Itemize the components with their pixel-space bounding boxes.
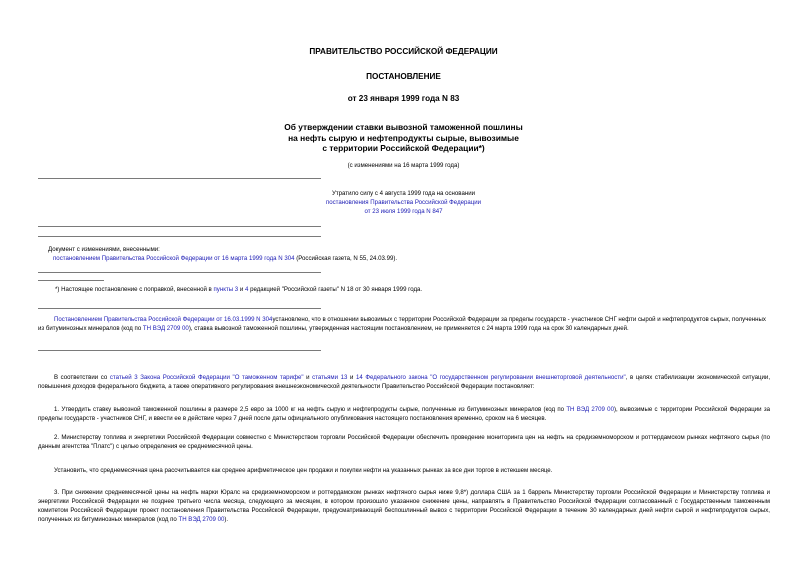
customs-tariff-law-link[interactable]: статьей 3 Закона Российской Федерации "О таможенном тарифе" xyxy=(109,374,304,381)
document-date-heading: от 23 января 1999 года N 83 xyxy=(347,94,460,103)
changes-source xyxy=(53,255,768,264)
item-2-continuation: Установить, что среднемесячная цена рассчитывается как среднее арифметическое цен продажи и покупки нефти на указанных рынках за все дни торгов в истекшем месяце. xyxy=(54,467,553,474)
footnote-link-item-4[interactable]: 4 xyxy=(245,286,249,293)
title-line-3: с территории Российской Федерации*) xyxy=(322,143,485,153)
document-type-heading: ПОСТАНОВЛЕНИЕ xyxy=(366,72,441,81)
changes-label: Документ с изменениями, внесенными: xyxy=(48,246,160,253)
title-line-1: Об утверждении ставки вывозной таможенной пошлины xyxy=(284,122,523,132)
document-title xyxy=(0,122,807,154)
expiry-link-line-2[interactable]: от 23 июля 1999 года N 847 xyxy=(364,207,443,215)
item-2-paragraph: 2. Министерству топлива и энергетики Российской Федерации совместно с Министерством торговли Российской Федерации обеспечить проведение мониторинга цен на нефть на средиземноморском и роттердамском рынках нефтяного сырья (по данным агентства "Платс") с целью определения ее среднемесячной цены. xyxy=(38,434,770,450)
tn-ved-link[interactable]: ТН ВЭД 2709 00 xyxy=(142,324,189,332)
title-line-2: на нефть сырую и нефтепродукты сырые, вывозимые xyxy=(288,132,519,143)
expiry-text: Утратило силу с 4 августа 1999 года на основании xyxy=(331,190,476,197)
foreign-trade-law-link[interactable]: 14 Федерального закона "О государственном регулировании внешнеторговой деятельности" xyxy=(356,374,626,381)
footnote-divider xyxy=(38,280,104,281)
divider xyxy=(38,350,321,351)
footnote-link-item-3[interactable]: пункты 3 xyxy=(213,286,239,293)
tn-ved-link[interactable]: ТН ВЭД 2709 00 xyxy=(566,406,614,413)
changes-link[interactable]: постановлением Правительства Российской Федерации от 16 марта 1999 года N 304 xyxy=(53,254,295,262)
expiry-notice xyxy=(0,190,807,217)
divider xyxy=(38,308,321,309)
divider xyxy=(38,236,321,237)
amendment-note: (с изменениями на 16 марта 1999 года) xyxy=(347,162,460,169)
divider xyxy=(38,226,321,227)
divider xyxy=(38,178,321,179)
divider xyxy=(38,272,321,273)
tn-ved-link[interactable]: ТН ВЭД 2709 00 xyxy=(178,515,225,523)
article-13-link[interactable]: статьями 13 xyxy=(312,374,348,381)
changes-block xyxy=(48,246,768,264)
preamble-paragraph: В соответствии со статьей 3 Закона Российской Федерации "О таможенном тарифе" и статьями 13 и 14 Федерального закона "О государственном регулировании внешнеторговой деятельности", в целях стабилизации экономической ситуации, повышения доходов федерального бюджета, а также оперативного регулирования внешнеэкономической деятельности Правительство Российской Федерации постановляет: xyxy=(38,374,771,390)
footnote: *) Настоящее постановление с поправкой, внесенной в пункты 3 и 4 редакцией "Российской газеты" N 18 от 30 января 1999 года. xyxy=(55,286,423,293)
expiry-link-line-1[interactable]: постановления Правительства Российской Федерации xyxy=(325,198,482,206)
item-3-paragraph: 3. При снижении среднемесячной цены на нефть марки Юралс на средиземноморском и роттердамском рынках нефтяного сырья ниже 9,8*) доллара США за 1 баррель Министерству торговли Российской Федерации и Министерству топлива и энергетики Российской Федерации не позднее третьего числа месяца, следующего за месяцем, в котором произошло указанное снижение цены, направлять в Правительство Российской Федерации согласованный с Государственным таможенным комитетом Российской Федерации проект постановления Правительства Российской Федерации, предусматривающий беспошлинный вывоз с территории Российской Федерации в течение 30 календарных дней нефти сырой и нефтепродуктов сырых, полученных из битуминозных минералов (код по ТН ВЭД 2709 00). xyxy=(38,489,770,523)
resolution-note: Постановлением Правительства Российской Федерации от 16.03.1999 N 304установлено, что в отношении вывозимых с территории Российской Федерации за пределы государств - участников СНГ нефти сырой и нефтепродуктов сырых, полученных из битуминозных минералов (код по ТН ВЭД 2709 00), ставка вывозной таможенной пошлины, утвержденная настоящим постановлением, не применяется с 24 марта 1999 года на срок 30 календарных дней. xyxy=(38,316,766,332)
authority-heading: ПРАВИТЕЛЬСТВО РОССИЙСКОЙ ФЕДЕРАЦИИ xyxy=(309,47,498,56)
item-1-paragraph: 1. Утвердить ставку вывозной таможенной пошлины в размере 2,5 евро за 1000 кг на нефть сырую и нефтепродукты сырые, полученные из битуминозных минералов (код по ТН ВЭД 2709 00), вывозимые с территории Российской Федерации за пределы государств - участников СНГ, и ввести ее в действие через 7 дней после даты официального опубликования настоящего постановления временно, сроком на 6 месяцев. xyxy=(38,406,770,422)
changes-source-tail: (Российская газета, N 55, 24.03.99). xyxy=(294,254,398,262)
resolution-link[interactable]: Постановлением Правительства Российской Федерации от 16.03.1999 N 304 xyxy=(54,316,273,323)
